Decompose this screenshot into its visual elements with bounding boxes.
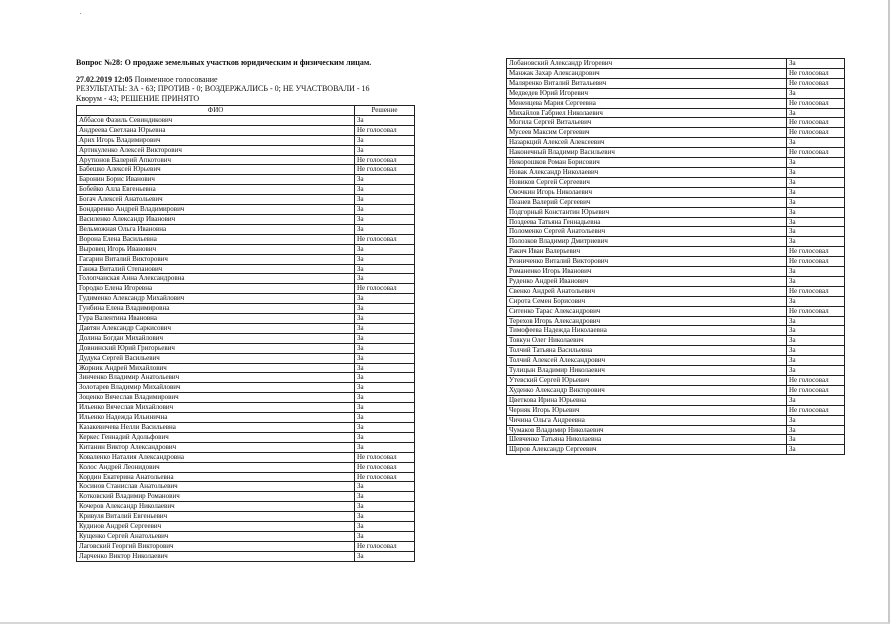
deputy-name: Косинов Станислав Анатольевич <box>77 482 355 492</box>
table-row <box>507 148 845 158</box>
vote-decision: За <box>355 502 415 512</box>
vote-decision: За <box>787 336 845 346</box>
vote-decision: За <box>787 197 845 207</box>
deputy-name: Бабешко Алексей Юрьевич <box>77 165 355 175</box>
table-row <box>507 257 845 267</box>
deputy-name: Тулицын Владимир Николаевич <box>507 366 787 376</box>
table-row <box>77 541 415 551</box>
table-row <box>507 326 845 336</box>
vote-decision: За <box>787 187 845 197</box>
deputy-name: Руденко Андрей Иванович <box>507 276 787 286</box>
deputy-name: Кущенко Сергей Анатольевич <box>77 531 355 541</box>
deputy-name: Золотарев Владимир Михайлович <box>77 383 355 393</box>
vote-decision: За <box>787 366 845 376</box>
vote-decision: За <box>787 445 845 455</box>
table-row <box>77 432 415 442</box>
deputy-name: Цветкова Ирина Юрьевна <box>507 395 787 405</box>
deputy-name: Ракич Иван Валерьевич <box>507 247 787 257</box>
vote-decision: За <box>355 274 415 284</box>
vote-decision: Не голосовал <box>355 155 415 165</box>
vote-decision: За <box>355 373 415 383</box>
deputy-name: Арутюнов Валерий Апкотович <box>77 155 355 165</box>
vote-decision: За <box>355 195 415 205</box>
vote-table-left-body <box>77 115 415 561</box>
table-row <box>507 366 845 376</box>
deputy-name: Толчий Алексей Александрович <box>507 356 787 366</box>
table-row <box>77 502 415 512</box>
deputy-name: Ларченко Виктор Николаевич <box>77 551 355 561</box>
deputy-name: Толчий Татьяна Васильевна <box>507 346 787 356</box>
vote-decision: За <box>355 413 415 423</box>
vote-decision: За <box>787 167 845 177</box>
table-row <box>507 207 845 217</box>
vote-decision: За <box>355 175 415 185</box>
vote-decision: За <box>355 482 415 492</box>
table-row <box>507 415 845 425</box>
table-row <box>77 294 415 304</box>
deputy-name: Зинченко Владимир Анатольевич <box>77 373 355 383</box>
deputy-name: Товкун Олег Николаевич <box>507 336 787 346</box>
vote-decision: Не голосовал <box>787 118 845 128</box>
vote-decision: За <box>787 108 845 118</box>
vote-decision: За <box>355 522 415 532</box>
table-row <box>77 442 415 452</box>
table-row <box>77 413 415 423</box>
vote-decision: За <box>355 214 415 224</box>
table-row <box>507 237 845 247</box>
vote-decision: Не голосовал <box>355 234 415 244</box>
deputy-name: Романенко Игорь Иванович <box>507 267 787 277</box>
table-row <box>507 405 845 415</box>
table-row <box>507 445 845 455</box>
vote-decision: За <box>355 531 415 541</box>
table-row <box>507 167 845 177</box>
table-row <box>77 304 415 314</box>
table-row <box>507 118 845 128</box>
vote-decision: Не голосовал <box>355 284 415 294</box>
table-row <box>77 175 415 185</box>
vote-decision: Не голосовал <box>787 78 845 88</box>
vote-decision: За <box>787 138 845 148</box>
header-fio: ФИО <box>77 106 355 116</box>
table-row <box>507 376 845 386</box>
vote-decision: За <box>355 314 415 324</box>
table-row <box>507 128 845 138</box>
table-row <box>77 423 415 433</box>
vote-type: Поименное голосование <box>134 75 218 84</box>
deputy-name: Резниченко Виталий Викторович <box>507 257 787 267</box>
table-row <box>77 155 415 165</box>
deputy-name: Поздеева Татьяна Геннадьевна <box>507 217 787 227</box>
deputy-name: Овочкин Игорь Николаевич <box>507 187 787 197</box>
deputy-name: Вельможная Ольга Ивановна <box>77 224 355 234</box>
deputy-name: Лаговский Георгий Викторович <box>77 541 355 551</box>
deputy-name: Артикуленко Алексей Викторович <box>77 145 355 155</box>
vote-decision: За <box>787 207 845 217</box>
vote-decision: За <box>355 492 415 502</box>
table-row <box>507 217 845 227</box>
deputy-name: Довнинский Юрий Григорьевич <box>77 343 355 353</box>
table-row <box>507 267 845 277</box>
deputy-name: Поломенко Сергей Анатольевич <box>507 227 787 237</box>
deputy-name: Ильенко Вячеслав Михайлович <box>77 403 355 413</box>
table-row <box>77 135 415 145</box>
table-row <box>77 165 415 175</box>
vote-table-left <box>76 105 415 562</box>
vote-decision: За <box>787 276 845 286</box>
table-row <box>507 247 845 257</box>
vote-decision: За <box>787 296 845 306</box>
vote-decision: За <box>355 294 415 304</box>
deputy-name: Керкес Геннадий Адольфович <box>77 432 355 442</box>
header-decision: Решение <box>355 106 415 116</box>
deputy-name: Арих Игорь Владимирович <box>77 135 355 145</box>
deputy-name: Ворона Елена Васильевна <box>77 234 355 244</box>
vote-decision: За <box>787 316 845 326</box>
table-row <box>77 254 415 264</box>
vote-decision: За <box>787 227 845 237</box>
deputy-name: Давтян Александр Саркисович <box>77 323 355 333</box>
vote-decision: За <box>355 363 415 373</box>
vote-decision: Не голосовал <box>787 376 845 386</box>
question-title: Вопрос №28: О продаже земельных участков юридическим и физическим лицам. <box>76 58 372 67</box>
vote-decision: За <box>787 237 845 247</box>
deputy-name: Гура Валентина Ивановна <box>77 314 355 324</box>
table-row <box>77 205 415 215</box>
deputy-name: Медведев Юрий Игоревич <box>507 88 787 98</box>
deputy-name: Свенко Андрей Анатольевич <box>507 286 787 296</box>
table-row <box>77 472 415 482</box>
vote-decision: За <box>787 346 845 356</box>
table-row <box>77 343 415 353</box>
table-row <box>507 227 845 237</box>
deputy-name: Бобейко Алла Евгеньевна <box>77 185 355 195</box>
deputy-name: Терехов Игорь Александрович <box>507 316 787 326</box>
deputy-name: Назаркций Алексей Алексеевич <box>507 138 787 148</box>
vote-decision: За <box>355 423 415 433</box>
vote-meta <box>76 75 218 84</box>
deputy-name: Котковский Владимир Романович <box>77 492 355 502</box>
table-row <box>77 145 415 155</box>
vote-decision: За <box>355 512 415 522</box>
table-row <box>77 214 415 224</box>
vote-decision: За <box>787 415 845 425</box>
table-row <box>507 177 845 187</box>
vote-decision: Не голосовал <box>787 128 845 138</box>
deputy-name: Манжак Захар Александрович <box>507 68 787 78</box>
deputy-name: Гагарин Виталий Викторович <box>77 254 355 264</box>
table-row <box>77 393 415 403</box>
table-row <box>507 356 845 366</box>
vote-decision: За <box>355 383 415 393</box>
vote-decision: За <box>355 264 415 274</box>
deputy-name: Щиров Александр Сергеевич <box>507 445 787 455</box>
deputy-name: Пеанев Валерий Сергеевич <box>507 197 787 207</box>
deputy-name: Коваленко Наталия Александровна <box>77 452 355 462</box>
deputy-name: Кочеров Александр Николаевич <box>77 502 355 512</box>
table-row <box>77 373 415 383</box>
vote-decision: За <box>787 395 845 405</box>
deputy-name: Шевченко Татьяна Николаевна <box>507 435 787 445</box>
scan-dot <box>80 13 81 14</box>
vote-decision: За <box>355 244 415 254</box>
vote-results: РЕЗУЛЬТАТЫ: ЗА - 63; ПРОТИВ - 0; ВОЗДЕРЖАЛИСЬ - 0; НЕ УЧАСТВОВАЛИ - 16 <box>76 84 370 93</box>
vote-decision: За <box>787 88 845 98</box>
deputy-name: Ганжа Виталий Степанович <box>77 264 355 274</box>
vote-decision: За <box>355 323 415 333</box>
deputy-name: Кривуля Виталий Евгеньевич <box>77 512 355 522</box>
table-row <box>77 314 415 324</box>
deputy-name: Колос Андрей Леонидович <box>77 462 355 472</box>
deputy-name: Подгорный Константин Юрьевич <box>507 207 787 217</box>
table-row <box>77 125 415 135</box>
deputy-name: Долина Богдан Михайлович <box>77 333 355 343</box>
table-row <box>77 492 415 502</box>
deputy-name: Гудименко Александр Михайлович <box>77 294 355 304</box>
deputy-name: Тимофеева Надежда Николаевна <box>507 326 787 336</box>
table-row <box>507 158 845 168</box>
table-row <box>77 531 415 541</box>
vote-decision: За <box>355 551 415 561</box>
vote-decision: За <box>355 353 415 363</box>
table-row <box>77 264 415 274</box>
table-row <box>77 244 415 254</box>
deputy-name: Лобановский Александр Игоревич <box>507 59 787 69</box>
vote-decision: Не голосовал <box>355 472 415 482</box>
table-row <box>77 353 415 363</box>
deputy-name: Полозков Владимир Дмитриевич <box>507 237 787 247</box>
deputy-name: Аббасов Фазиль Севиндикович <box>77 115 355 125</box>
table-row <box>77 383 415 393</box>
vote-decision: Не голосовал <box>787 405 845 415</box>
table-row <box>77 224 415 234</box>
deputy-name: Кордин Екатерина Анатольевна <box>77 472 355 482</box>
vote-decision: За <box>787 356 845 366</box>
table-row <box>507 78 845 88</box>
vote-decision: За <box>355 442 415 452</box>
vote-table-right <box>506 58 845 455</box>
deputy-name: Маляренко Виталий Витальевич <box>507 78 787 88</box>
table-row <box>77 323 415 333</box>
vote-decision: Не голосовал <box>787 286 845 296</box>
table-row <box>507 296 845 306</box>
table-row <box>507 88 845 98</box>
vote-decision: За <box>355 333 415 343</box>
table-row <box>77 284 415 294</box>
deputy-name: Выровец Игорь Иванович <box>77 244 355 254</box>
vote-decision: Не голосовал <box>355 125 415 135</box>
deputy-name: Зоценко Вячеслав Владимирович <box>77 393 355 403</box>
vote-decision: За <box>787 158 845 168</box>
vote-decision: За <box>355 224 415 234</box>
deputy-name: Чумаков Владимир Николаевич <box>507 425 787 435</box>
deputy-name: Баронин Борис Иванович <box>77 175 355 185</box>
table-row <box>77 482 415 492</box>
deputy-name: Утевский Сергей Юрьевич <box>507 376 787 386</box>
table-row <box>507 435 845 445</box>
deputy-name: Бондаренко Андрей Владимирович <box>77 205 355 215</box>
vote-decision: За <box>355 115 415 125</box>
table-row <box>507 187 845 197</box>
table-row <box>507 346 845 356</box>
deputy-name: Худенко Александр Викторович <box>507 385 787 395</box>
deputy-name: Ситенко Тарас Александрович <box>507 306 787 316</box>
vote-quorum: Кворум - 43; РЕШЕНИЕ ПРИНЯТО <box>76 94 200 103</box>
vote-decision: За <box>787 425 845 435</box>
vote-decision: За <box>787 435 845 445</box>
vote-decision: За <box>355 432 415 442</box>
table-row <box>77 363 415 373</box>
table-row <box>77 452 415 462</box>
table-row <box>507 425 845 435</box>
deputy-name: Жорник Андрей Михайлович <box>77 363 355 373</box>
vote-decision: За <box>787 267 845 277</box>
table-row <box>507 68 845 78</box>
table-row <box>77 185 415 195</box>
vote-decision: Не голосовал <box>787 68 845 78</box>
deputy-name: Гунбина Елена Владимировна <box>77 304 355 314</box>
table-row <box>77 462 415 472</box>
vote-decision: За <box>355 254 415 264</box>
table-row <box>77 195 415 205</box>
table-row <box>77 234 415 244</box>
vote-decision: Не голосовал <box>355 462 415 472</box>
vote-decision: За <box>355 135 415 145</box>
table-row <box>77 403 415 413</box>
deputy-name: Сирота Семен Борисович <box>507 296 787 306</box>
vote-decision: Не голосовал <box>787 247 845 257</box>
deputy-name: Ильенко Надежда Ильинична <box>77 413 355 423</box>
table-row <box>77 115 415 125</box>
table-row <box>507 138 845 148</box>
deputy-name: Наконечный Владимир Васильевич <box>507 148 787 158</box>
vote-decision: Не голосовал <box>355 452 415 462</box>
deputy-name: Дудука Сергей Васильевич <box>77 353 355 363</box>
table-row <box>507 276 845 286</box>
deputy-name: Василенко Александр Иванович <box>77 214 355 224</box>
vote-decision: Не голосовал <box>787 98 845 108</box>
vote-decision: За <box>355 403 415 413</box>
vote-decision: Не голосовал <box>787 385 845 395</box>
vote-decision: За <box>787 177 845 187</box>
deputy-name: Новак Александр Николаевич <box>507 167 787 177</box>
deputy-name: Казакевичева Нелли Васильевна <box>77 423 355 433</box>
deputy-name: Мусеев Максим Сергеевич <box>507 128 787 138</box>
deputy-name: Андреева Светлана Юрьевна <box>77 125 355 135</box>
vote-decision: За <box>355 185 415 195</box>
vote-decision: За <box>355 205 415 215</box>
deputy-name: Черняк Игорь Юрьевич <box>507 405 787 415</box>
deputy-name: Михайлов Габриел Николаевич <box>507 108 787 118</box>
table-row <box>77 512 415 522</box>
deputy-name: Некорошков Роман Борисович <box>507 158 787 168</box>
deputy-name: Чичина Ольга Андреевна <box>507 415 787 425</box>
vote-decision: За <box>787 326 845 336</box>
vote-decision: За <box>787 217 845 227</box>
vote-datetime: 27.02.2019 12:05 <box>76 75 133 84</box>
table-row <box>507 286 845 296</box>
table-row <box>507 197 845 207</box>
table-row <box>507 395 845 405</box>
vote-decision: За <box>355 393 415 403</box>
vote-decision: За <box>787 59 845 69</box>
table-row <box>77 551 415 561</box>
table-row <box>507 306 845 316</box>
deputy-name: Кудинов Андрей Сергеевич <box>77 522 355 532</box>
vote-decision: Не голосовал <box>355 165 415 175</box>
table-row <box>77 274 415 284</box>
vote-decision: За <box>355 304 415 314</box>
table-row <box>507 108 845 118</box>
vote-decision: Не голосовал <box>787 257 845 267</box>
deputy-name: Китанин Виктор Александрович <box>77 442 355 452</box>
vote-decision: Не голосовал <box>787 148 845 158</box>
table-row <box>507 336 845 346</box>
vote-decision: Не голосовал <box>787 306 845 316</box>
deputy-name: Богач Алексей Анатольевич <box>77 195 355 205</box>
deputy-name: Мененцева Мария Сергеевна <box>507 98 787 108</box>
table-row <box>507 59 845 69</box>
vote-decision: За <box>355 343 415 353</box>
table-row <box>507 385 845 395</box>
deputy-name: Новиков Сергей Сергеевич <box>507 177 787 187</box>
table-row <box>77 333 415 343</box>
table-row <box>507 316 845 326</box>
vote-table-right-body <box>507 59 845 455</box>
deputy-name: Городко Елена Игоревна <box>77 284 355 294</box>
table-header-row <box>77 106 415 116</box>
vote-decision: Не голосовал <box>355 541 415 551</box>
deputy-name: Могила Сергей Витальевич <box>507 118 787 128</box>
vote-decision: За <box>355 145 415 155</box>
deputy-name: Голопчанская Анна Александровна <box>77 274 355 284</box>
table-row <box>507 98 845 108</box>
table-row <box>77 522 415 532</box>
